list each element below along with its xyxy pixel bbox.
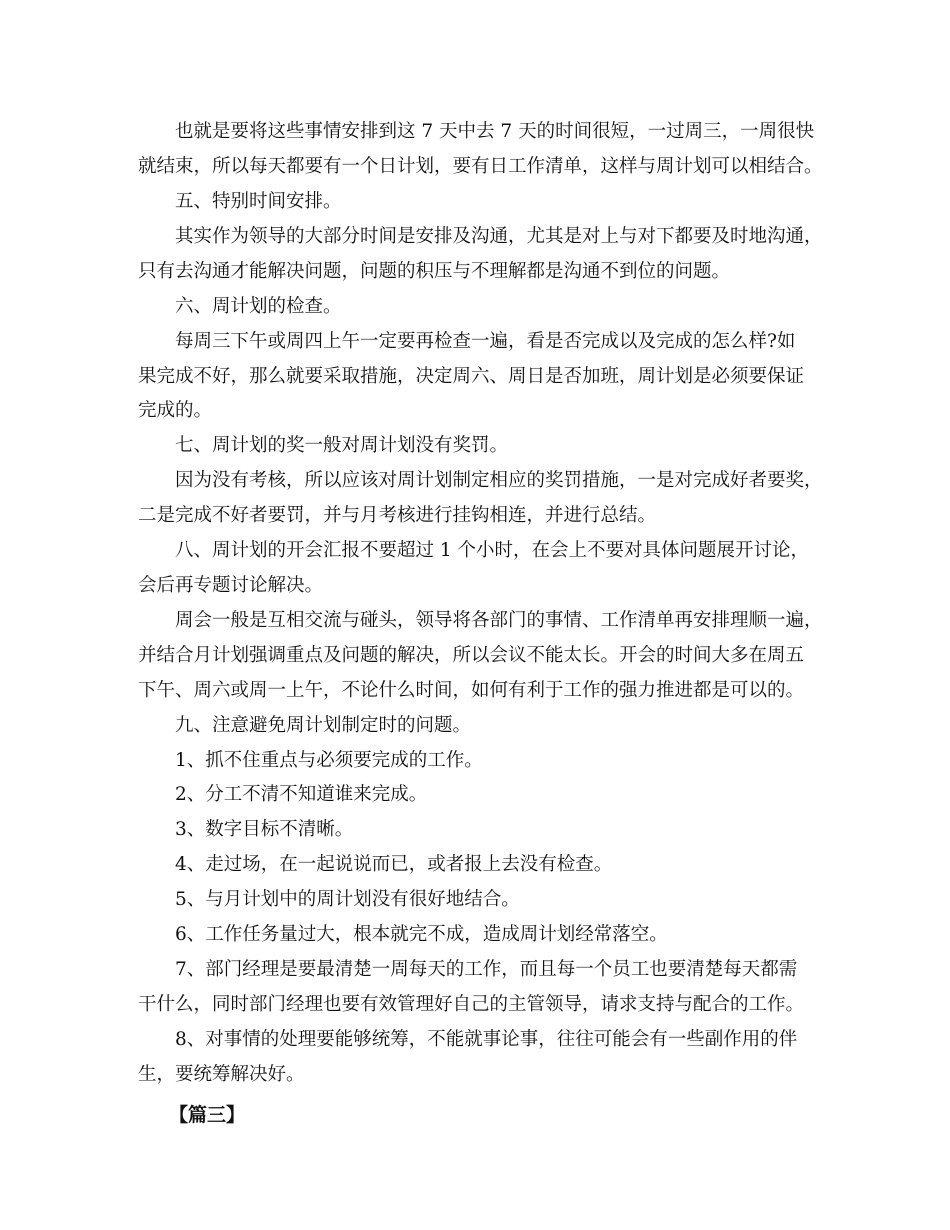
paragraph-line: 会后再专题讨论解决。: [138, 575, 324, 596]
section-title: 五、特别时间安排。: [175, 191, 342, 212]
list-item: 3、数字目标不清晰。: [175, 819, 354, 840]
section-heading: 【篇三】: [169, 1104, 246, 1126]
paragraph-line: 果完成不好，那么就要采取措施，决定周六、周日是否加班，周计划是必须要保证: [138, 366, 805, 387]
list-item: 7、部门经理是要最清楚一周每天的工作，而且每一个员工也要清楚每天都需: [175, 959, 798, 980]
list-item: 6、工作任务量过大，根本就完不成，造成周计划经常落空。: [175, 924, 668, 945]
paragraph-line: 周会一般是互相交流与碰头，领导将各部门的事情、工作清单再安排理顺一遍，: [175, 610, 823, 631]
paragraph-line: 下午、周六或周一上午，不论什么时间，如何有利于工作的强力推进都是可以的。: [138, 680, 805, 701]
section-title: 六、周计划的检查。: [175, 296, 342, 317]
section-title: 九、注意避免周计划制定时的问题。: [175, 715, 472, 736]
list-item: 2、分工不清不知道谁来完成。: [175, 784, 428, 805]
paragraph-line: 二是完成不好者要罚，并与月考核进行挂钩相连，并进行总结。: [138, 505, 657, 526]
paragraph-line: 生，要统筹解决好。: [138, 1064, 305, 1085]
paragraph-line: 因为没有考核，所以应该对周计划制定相应的奖罚措施，一是对完成好者要奖，: [175, 470, 823, 491]
paragraph-line: 完成的。: [138, 400, 213, 421]
paragraph-line: 其实作为领导的大部分时间是安排及沟通，尤其是对上与对下都要及时地沟通，: [175, 226, 823, 247]
list-item: 5、与月计划中的周计划没有很好地结合。: [175, 889, 520, 910]
list-item: 4、走过场，在一起说说而已，或者报上去没有检查。: [175, 854, 613, 875]
section-title: 七、周计划的奖一般对周计划没有奖罚。: [175, 435, 509, 456]
paragraph-line: 并结合月计划强调重点及问题的解决，所以会议不能太长。开会的时间大多在周五: [138, 645, 805, 666]
paragraph-line: 每周三下午或周四上午一定要再检查一遍，看是否完成以及完成的怎么样?如: [175, 331, 796, 352]
paragraph-line: 只有去沟通才能解决问题，问题的积压与不理解都是沟通不到位的问题。: [138, 261, 731, 282]
paragraph-line: 就结束，所以每天都要有一个日计划，要有日工作清单，这样与周计划可以相结合。: [138, 156, 823, 177]
list-item: 1、抓不住重点与必须要完成的工作。: [175, 750, 483, 771]
paragraph-line: 也就是要将这些事情安排到这 7 天中去 7 天的时间很短，一过周三，一周很快: [175, 121, 815, 142]
paragraph-line: 干什么，同时部门经理也要有效管理好自己的主管领导，请求支持与配合的工作。: [138, 994, 805, 1015]
list-item: 8、对事情的处理要能够统筹，不能就事论事，往往可能会有一些副作用的伴: [175, 1029, 798, 1050]
section-title: 八、周计划的开会汇报不要超过 1 个小时，在会上不要对具体问题展开讨论，: [175, 540, 810, 561]
